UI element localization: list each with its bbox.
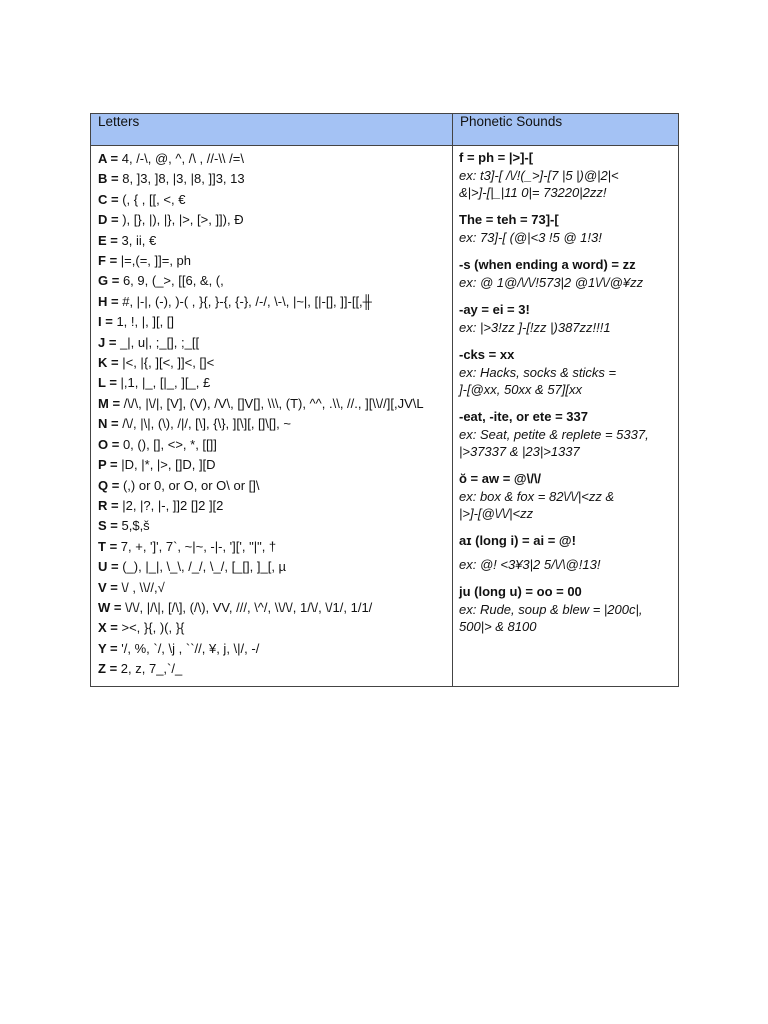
letter-row-f [98,251,448,271]
letters-cell [91,146,453,687]
letter-row-j [98,333,448,353]
letter-values: (, { , [[, <, € [122,191,186,207]
equals-sign: = [106,579,122,595]
letter-values: |,1, |_, [|_, ][_, £ [120,375,211,391]
letter-key: C [98,191,108,207]
letter-key: U [98,559,108,575]
sound-example: ex: |>3!zz ]-[!zz |)387zz!!!1 [459,320,611,335]
letter-key: M [98,395,109,411]
letter-values: ><, }{, )(, }{ [121,620,185,636]
sound-block [459,301,674,336]
letter-row-q [98,476,448,496]
letter-values: #, |-|, (-), )-( , }{, }-{, {-}, /-/, \-\, |~|, [|-[], ]]-[[,╫ [122,293,372,309]
sound-title: -s (when ending a word) = zz [459,257,636,272]
letter-values: 0, (), [], <>, *, [[]] [122,436,217,452]
letter-row-m [98,394,448,414]
equals-sign: = [106,518,122,534]
sound-block [459,408,674,460]
letter-key: Z [98,661,106,677]
sound-example: 500|> & 8100 [459,619,537,634]
letter-key: D [98,212,108,228]
sound-title: -cks = xx [459,347,515,362]
letter-values: _|, u|, ;_[], ;_[[ [120,334,200,350]
letter-key: G [98,273,109,289]
sound-title: aɪ (long i) = ai = @! [459,533,576,548]
letter-key: T [98,538,106,554]
equals-sign: = [105,375,121,391]
sound-example: ex: @ 1@/\/\/!573|2 @1\/\/@¥zz [459,275,644,290]
phonetic-cell [453,146,679,687]
letter-row-x [98,618,448,638]
letter-row-k [98,353,448,373]
letter-key: Q [98,477,109,493]
equals-sign: = [106,457,122,473]
letter-key: P [98,457,107,473]
letter-key: J [98,334,106,350]
phonetic-header: Phonetic Sounds [453,114,679,146]
equals-sign: = [108,395,124,411]
letter-values: |2, |?, |-, ]]2 []2 ][2 [122,497,224,513]
letter-row-z [98,659,448,679]
letter-key: E [98,232,107,248]
letter-values: 4, /-\, @, ^, /\ , //-\\ /=\ [121,151,244,166]
sound-example: ]-[@xx, 50xx & 57][xx [459,382,583,397]
letter-row-r [98,496,448,516]
letter-key: L [98,375,106,391]
letter-values: (,) or 0, or O, or O\ or []\ [122,477,260,493]
equals-sign: = [107,171,123,187]
equals-sign: = [107,191,123,207]
letter-row-o [98,435,448,455]
letter-values: 7, +, ']', 7`, ~|~, -|-, '][', "|", † [120,538,277,554]
letter-values: /\/\, |\/|, [V], (V), /V\, []V[], \\\, (T), ^^, .\\, //., ][\\//][,JV\L [123,395,424,411]
equals-sign: = [106,640,122,656]
sound-block [459,256,674,291]
letter-row-b [98,169,448,189]
equals-sign: = [105,538,121,554]
equals-sign: = [105,661,121,677]
letter-values: |=,(=, ]]=, ph [120,253,192,269]
letter-values: (_), |_|, \_\, /_/, \_/, [_[], ]_[, µ [122,559,287,575]
header-row [91,114,679,146]
letter-row-y [98,639,448,659]
letter-values: 2, z, 7_,`/_ [120,661,183,677]
letter-row-u [98,557,448,577]
letter-key: B [98,171,108,187]
equals-sign: = [107,416,123,432]
letter-key: W [98,599,111,615]
letter-values: /\/, |\|, (\), /|/, [\], {\}, ][\][, []\[], ~ [122,416,291,432]
sound-example: ex: box & fox = 82\/\/|<zz & [459,489,615,504]
letter-row-v [98,578,448,598]
letter-row-t [98,537,448,557]
letter-row-a [98,149,448,169]
letter-row-w [98,598,448,618]
letter-key: S [98,518,107,534]
sound-example: ex: Rude, soup & blew = |200c|, [459,602,643,617]
sound-block [459,346,674,398]
letter-key: K [98,355,108,371]
letter-key: N [98,416,108,432]
sound-example: ex: t3]-[ /\/!(_>]-[7 |5 |)@|2|< [459,168,619,183]
letter-values: ), [}, |), |}, |>, [>, ]]), Ð [122,212,244,228]
sound-example: &|>]-[|_|11 0|= 73220|2zz! [459,185,607,200]
equals-sign: = [107,212,123,228]
letter-row-p [98,455,448,475]
letter-values: 6, 9, (_>, [[6, &, (, [122,273,224,289]
sound-title: ju (long u) = oo = 00 [459,584,582,599]
equals-sign: = [108,436,123,452]
letter-key: F [98,253,106,269]
equals-sign: = [101,314,117,330]
equals-sign: = [108,477,123,493]
sound-block [459,532,674,573]
sound-example: |>]-[@\/\/|<zz [459,506,534,521]
sound-example: |>37337 & |23|>1337 [459,444,580,459]
letter-values: 1, !, |, ][, [] [116,314,175,330]
letter-key: A [98,151,107,166]
letter-values: '/, %, `/, \j , ``//, ¥, j, \|/, -/ [121,640,260,656]
sound-example: ex: Hacks, socks & sticks = [459,365,617,380]
equals-sign: = [108,273,123,289]
letter-key: H [98,293,108,309]
sound-block [459,211,674,246]
letter-key: I [98,314,102,330]
equals-sign: = [107,355,123,371]
sound-example: ex: Seat, petite & replete = 5337, [459,427,649,442]
equals-sign: = [105,334,121,350]
letter-key: V [98,579,107,595]
letter-row-d [98,210,448,230]
letter-row-l [98,373,448,393]
letter-row-g [98,271,448,291]
letter-row-h [98,292,448,312]
letter-values: 5,$,š [121,518,150,534]
letter-values: |<, |{, ][<, ]]<, []< [122,355,215,371]
letter-key: O [98,436,109,452]
equals-sign: = [110,599,126,615]
equals-sign: = [105,253,121,269]
letter-row-s [98,516,448,536]
letter-values: 3, ii, € [121,232,157,248]
sound-block [459,583,674,635]
sound-title: f = ph = |>]-[ [459,150,534,165]
sound-example: ex: 73]-[ (@|<3 !5 @ 1!3! [459,230,602,245]
letter-key: Y [98,640,107,656]
leet-table [90,113,679,687]
equals-sign: = [106,620,122,636]
sound-title: -ay = ei = 3! [459,302,530,317]
equals-sign: = [106,232,122,248]
letter-row-n [98,414,448,434]
sound-title: -eat, -ite, or ete = 337 [459,409,588,424]
letter-values: 8, ]3, ]8, |3, |8, ]]3, 13 [122,171,245,187]
body-row [91,146,679,687]
sound-block [459,149,674,201]
sound-title: ŏ = aw = @\/\/ [459,471,542,486]
sound-block [459,470,674,522]
equals-sign: = [107,559,123,575]
letter-row-c [98,190,448,210]
equals-sign: = [106,151,122,166]
letter-values: \/\/, |/\|, [/\], (/\), VV, ///, \^/, \\/\/, 1/\/, \/1/, 1/1/ [125,599,373,615]
letter-key: R [98,497,108,513]
letter-values: |D, |*, |>, []D, ][D [121,457,216,473]
sound-title: The = teh = 73]-[ [459,212,559,227]
letter-values: \/ , \\//,√ [121,579,165,595]
letter-row-i [98,312,448,332]
letters-header: Letters [91,114,453,146]
letter-key: X [98,620,107,636]
equals-sign: = [107,293,123,309]
sound-example: ex: @! <3¥3|2 5/\/\@!13! [459,557,601,572]
letter-row-e [98,231,448,251]
equals-sign: = [107,497,123,513]
